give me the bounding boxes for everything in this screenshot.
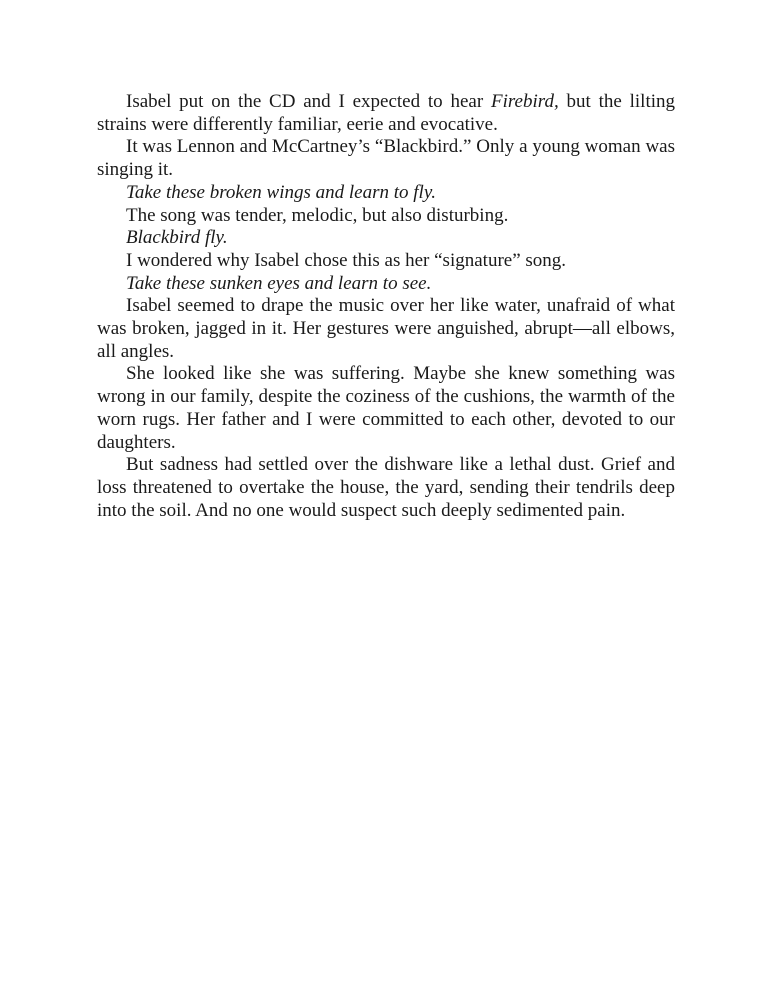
text-run: but the lilting strains were differently familiar, eerie and evocative. xyxy=(97,91,675,135)
paragraph-7-lyric xyxy=(97,273,675,296)
text-run: She looked like she was suffering. Maybe she knew something was wrong in our family, despite the coziness of the cushions, the warmth of the worn rugs. Her father and I were committed to each other, devoted to our daughters. xyxy=(97,363,675,453)
text-run: It was Lennon and McCartney’s “Blackbird.” Only a young woman was singing it. xyxy=(97,136,675,181)
document-page xyxy=(97,91,675,522)
paragraph-6 xyxy=(97,250,675,273)
text-run: I wondered why Isabel chose this as her “signature” song. xyxy=(126,249,567,271)
text-run-italic: Firebird, xyxy=(490,91,559,112)
text-run: Isabel put on the CD and I expected to hear xyxy=(126,91,491,112)
text-run-italic: Take these broken wings and learn to fly. xyxy=(126,181,436,203)
paragraph-3-lyric xyxy=(97,182,675,205)
text-run: Isabel seemed to drape the music over her like water, unafraid of what was broken, jagged in it. Her gestures were anguished, abrupt—all elbows, all angles. xyxy=(97,295,675,362)
paragraph-8 xyxy=(97,295,675,363)
text-run-italic: Blackbird fly. xyxy=(126,227,228,249)
text-run: The song was tender, melodic, but also disturbing. xyxy=(126,204,509,226)
text-run: But sadness had settled over the dishware like a lethal dust. Grief and loss threatened to overtake the house, the yard, sending their tendrils deep into the soil. And no one would suspect such deeply sedimented pain. xyxy=(97,454,675,521)
paragraph-2 xyxy=(97,136,675,181)
paragraph-1 xyxy=(97,91,675,136)
paragraph-9 xyxy=(97,363,675,454)
paragraph-10 xyxy=(97,454,675,522)
paragraph-4 xyxy=(97,205,675,228)
text-run-italic: Take these sunken eyes and learn to see. xyxy=(126,272,432,294)
paragraph-5-lyric xyxy=(97,227,675,250)
